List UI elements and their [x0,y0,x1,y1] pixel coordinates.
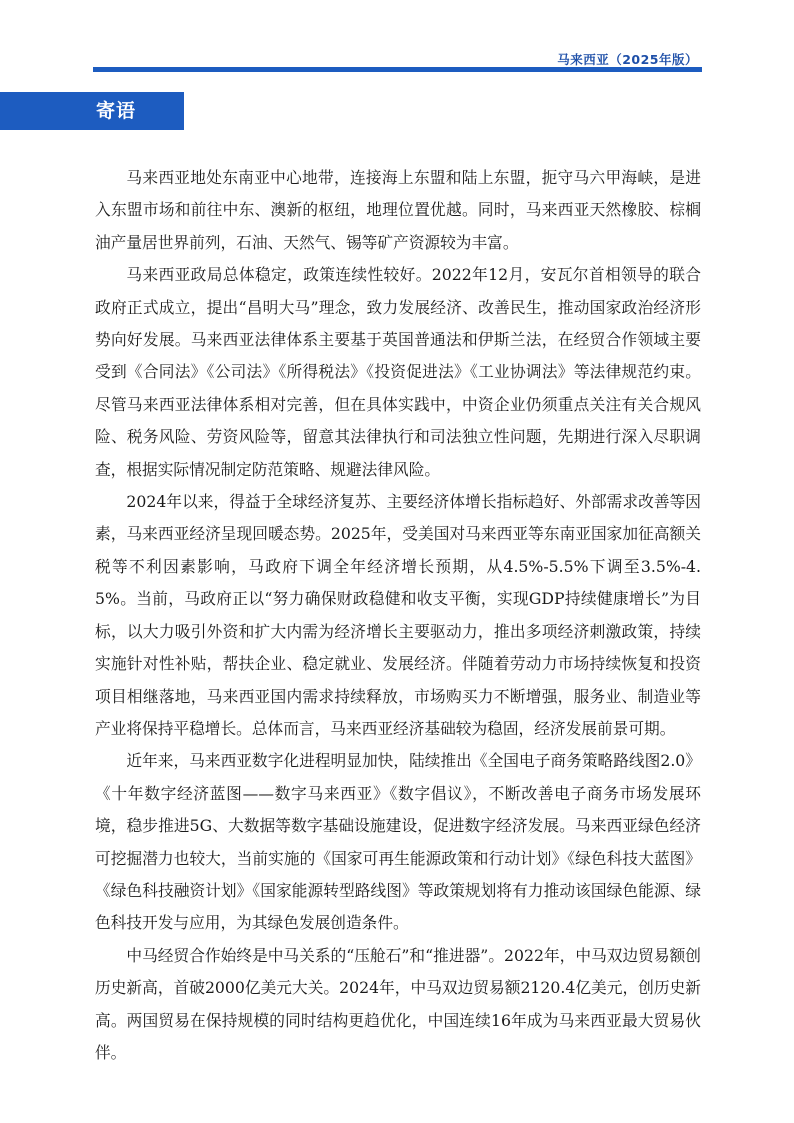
paragraph: 2024年以来，得益于全球经济复苏、主要经济体增长指标趋好、外部需求改善等因素，马来西亚经济呈现回暖态势。2025年，受美国对马来西亚等东南亚国家加征高额关税等不利因素影响，马政府下调全年经济增长预期，从4.5%-5.5%下调至3.5%-4.5%。当前，马政府正以“努力确保财政稳健和收支平衡，实现GDP持续健康增长”为目标，以大力吸引外资和扩大内需为经济增长主要驱动力，推出多项经济刺激政策，持续实施针对性补贴，帮扶企业、稳定就业、发展经济。伴随着劳动力市场持续恢复和投资项目相继落地，马来西亚国内需求持续释放，市场购买力不断增强，服务业、制造业等产业将保持平稳增长。总体而言，马来西亚经济基础较为稳固，经济发展前景可期。 [95,492,701,738]
paragraph: 中马经贸合作始终是中马关系的“压舱石”和“推进器”。2022年，中马双边贸易额创历史新高，首破2000亿美元大关。2024年，中马双边贸易额2120.4亿美元，创历史新高。两国贸易在保持规模的同时结构更趋优化，中国连续16年成为马来西亚最大贸易伙伴。 [95,945,701,1062]
section-heading-bar [0,92,184,130]
body-text [95,162,701,1069]
header-divider [93,67,702,72]
section-title: 寄语 [96,100,137,122]
paragraph: 近年来，马来西亚数字化进程明显加快，陆续推出《全国电子商务策略路线图2.0》《十年数字经济蓝图——数字马来西亚》《数字倡议》，不断改善电子商务市场发展环境，稳步推进5G、大数据等数字基础设施建设，促进数字经济发展。马来西亚绿色经济可挖掘潜力也较大，当前实施的《国家可再生能源政策和行动计划》《绿色科技大蓝图》《绿色科技融资计划》《国家能源转型路线图》等政策规划将有力推动该国绿色能源、绿色科技开发与应用，为其绿色发展创造条件。 [95,751,701,933]
running-header: 马来西亚（2025年版） [557,52,698,67]
paragraph: 马来西亚政局总体稳定，政策连续性较好。2022年12月，安瓦尔首相领导的联合政府正式成立，提出“昌明大马”理念，致力发展经济、改善民生，推动国家政治经济形势向好发展。马来西亚法律体系主要基于英国普通法和伊斯兰法，在经贸合作领域主要受到《合同法》《公司法》《所得税法》《投资促进法》《工业协调法》等法律规范约束。尽管马来西亚法律体系相对完善，但在具体实践中，中资企业仍须重点关注有关合规风险、税务风险、劳资风险等，留意其法律执行和司法独立性问题，先期进行深入尽职调查，根据实际情况制定防范策略、规避法律风险。 [95,265,701,479]
paragraph: 马来西亚地处东南亚中心地带，连接海上东盟和陆上东盟，扼守马六甲海峡，是进入东盟市场和前往中东、澳新的枢纽，地理位置优越。同时，马来西亚天然橡胶、棕榈油产量居世界前列，石油、天然气、锡等矿产资源较为丰富。 [95,168,701,252]
